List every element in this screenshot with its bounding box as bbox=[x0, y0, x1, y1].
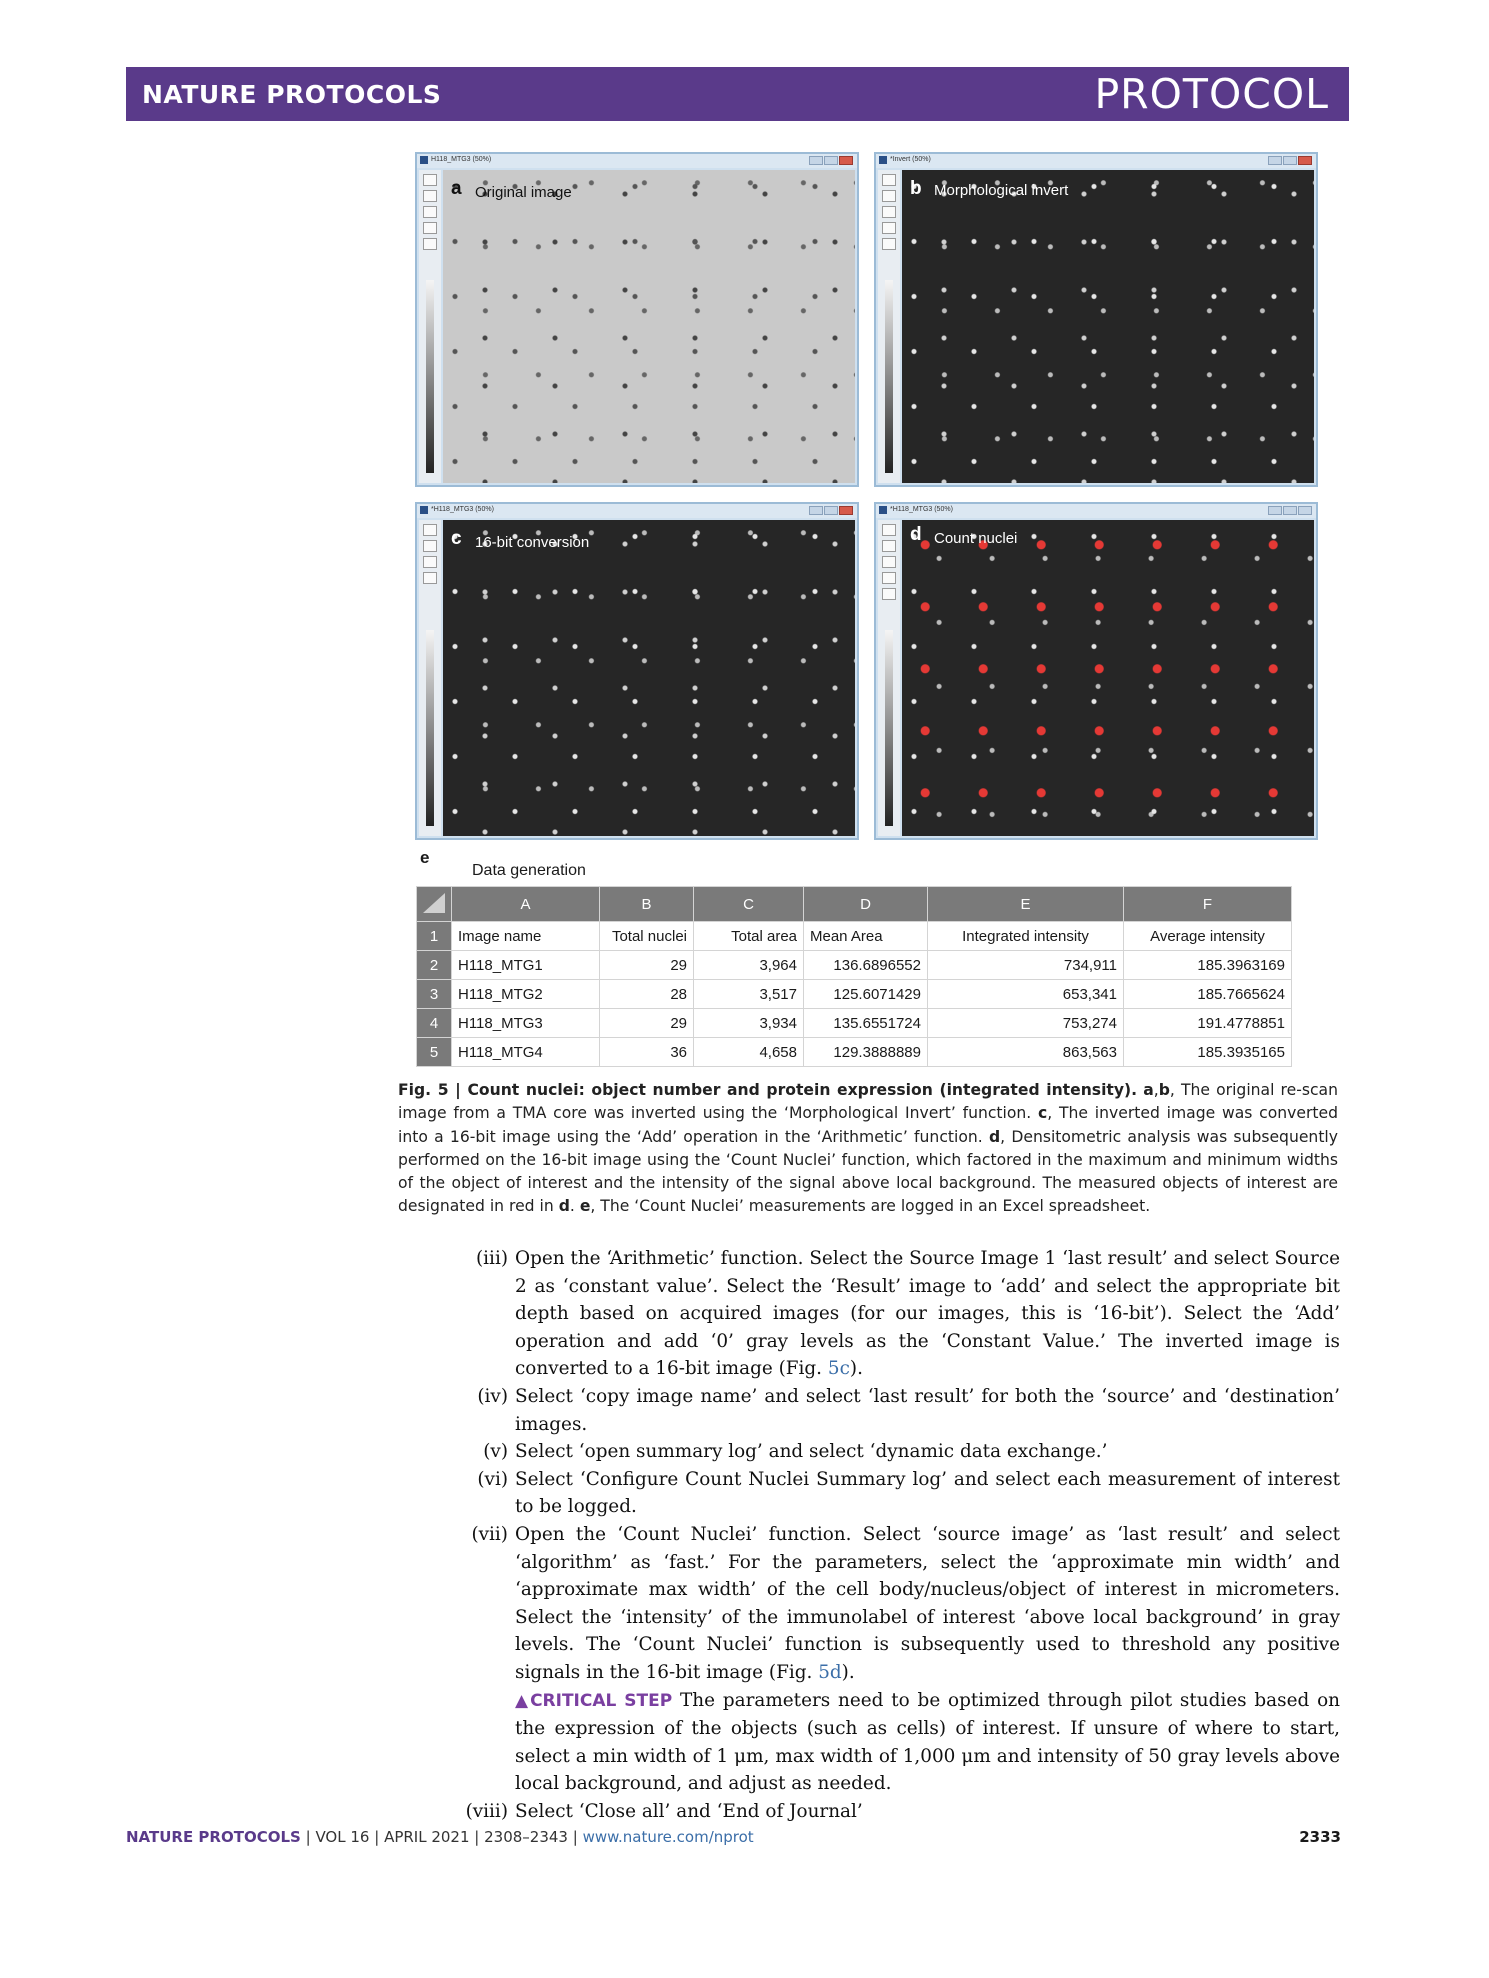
caption-panel-ref: e bbox=[579, 1197, 591, 1216]
journal-name: NATURE PROTOCOLS bbox=[142, 80, 442, 109]
palette-icon[interactable] bbox=[882, 572, 896, 584]
pan-icon[interactable] bbox=[882, 190, 896, 202]
corner-triangle-icon bbox=[417, 887, 451, 917]
step-number: (viii) bbox=[465, 1800, 508, 1822]
step-text: Open the ‘Count Nuclei’ function. Select ‘source image’ as ‘last result’ and select ‘algorithm’ as ‘fast.’ For the parameters, select the ‘approximate min width’ and ‘approximate max width’ of the cell body/nucleus/object of interest in micrometers. Select the ‘intensity’ of the immunolabel of interest ‘above local background’ in gray levels. The ‘Count Nuclei’ function is subsequently used to threshold any positive signals in the 16-bit image (Fig. bbox=[515, 1523, 1340, 1683]
minimize-icon[interactable] bbox=[1268, 156, 1282, 165]
figure-caption: Fig. 5 | Count nuclei: object number and protein expression (integrated intensity). a,b, The original re-scan image from a TMA core was inverted using the ‘Morphological Invert’ function. c, The inverted image was converted into a 16-bit image using the ‘Add’ operation in the ‘Arithmetic’ function. d, Densitometric analysis was subsequently performed on the 16-bit image using the ‘Count Nuclei’ function, which factored in the maximum and minimum widths of the object of interest and the intensity of the signal above local background. The measured objects of interest are designated in red in d. e, The ‘Count Nuclei’ measurements are logged in an Excel spreadsheet. bbox=[398, 1081, 1339, 1216]
panel-letter: b bbox=[910, 178, 922, 199]
table-cell[interactable]: 191.4778851 bbox=[1124, 1009, 1292, 1038]
row-number[interactable]: 1 bbox=[417, 922, 452, 951]
color-wheel-icon[interactable] bbox=[423, 206, 437, 218]
step-text: Open the ‘Arithmetic’ function. Select the Source Image 1 ‘last result’ and select Source 2 as ‘constant value’. Select the ‘Result’ image to ‘add’ and select the appropriate bit depth based on acquired images (for our images, this is ‘16-bit’). Select the ‘Add’ operation and add ‘0’ gray levels as the ‘Constant Value.’ The inverted image is converted to a 16-bit image (Fig. bbox=[515, 1248, 1340, 1380]
journal-header-bar bbox=[126, 67, 1349, 121]
table-cell[interactable]: Total nuclei bbox=[600, 922, 694, 951]
footer-url-link[interactable]: www.nature.com/nprot bbox=[582, 1828, 754, 1846]
footer-sep: | bbox=[300, 1828, 316, 1846]
table-cell[interactable]: 185.3935165 bbox=[1124, 1038, 1292, 1067]
panel-letter: a bbox=[451, 178, 462, 199]
table-row bbox=[417, 951, 1292, 980]
step-number: (iii) bbox=[476, 1248, 508, 1269]
contrast-icon[interactable] bbox=[882, 222, 896, 234]
step-text: Select ‘Close all’ and ‘End of Journal’ bbox=[515, 1800, 863, 1822]
footer-journal: NATURE PROTOCOLS bbox=[126, 1828, 301, 1846]
table-cell[interactable]: 29 bbox=[600, 1009, 694, 1038]
critical-step-text: The parameters need to be optimized through pilot studies based on the expression of the objects (such as cells) of interest. If unsure of where to start, select a min width of 1 μm, max width of 1,000 μm and intensity of 50 gray levels above local background, and adjust as needed. bbox=[515, 1689, 1341, 1795]
page-number: 2333 bbox=[1299, 1828, 1341, 1846]
figure-ref-link[interactable]: 5c bbox=[827, 1358, 850, 1380]
panel-a-window bbox=[415, 152, 859, 487]
palette-icon[interactable] bbox=[423, 238, 437, 250]
table-cell[interactable]: 36 bbox=[600, 1038, 694, 1067]
step-viii bbox=[460, 1798, 1340, 1826]
step-text: Select ‘copy image name’ and select ‘last result’ for both the ‘source’ and ‘destination’ images. bbox=[515, 1385, 1340, 1435]
color-wheel-icon[interactable] bbox=[882, 556, 896, 568]
table-cell[interactable]: 129.3888889 bbox=[804, 1038, 928, 1067]
table-row bbox=[417, 1009, 1292, 1038]
step-iv bbox=[460, 1383, 1340, 1438]
table-row bbox=[417, 922, 1292, 951]
step-number: (vii) bbox=[471, 1523, 508, 1545]
caption-text: , Densitometric analysis was subsequently performed on the 16-bit image using the ‘Count Nuclei’ function, which factored in the maximum and minimum widths of the object of interest and the intensity of the signal above local background. The measured objects of interest are designated in red in bbox=[398, 1127, 1338, 1216]
maximize-icon[interactable] bbox=[824, 506, 838, 515]
row-number[interactable]: 2 bbox=[417, 951, 452, 980]
column-header[interactable]: F bbox=[1124, 887, 1292, 922]
row-number[interactable]: 4 bbox=[417, 1009, 452, 1038]
panel-label: Original image bbox=[475, 184, 572, 201]
table-cell[interactable]: 136.6896552 bbox=[804, 951, 928, 980]
table-cell[interactable]: H118_MTG4 bbox=[452, 1038, 600, 1067]
column-header[interactable]: C bbox=[694, 887, 804, 922]
row-number[interactable]: 3 bbox=[417, 980, 452, 1009]
table-cell[interactable]: H118_MTG2 bbox=[452, 980, 600, 1009]
contrast-icon[interactable] bbox=[423, 222, 437, 234]
caption-panel-ref: b bbox=[1158, 1081, 1170, 1099]
tissue-image-counted bbox=[902, 520, 1314, 836]
table-cell[interactable]: 135.6551724 bbox=[804, 1009, 928, 1038]
column-header[interactable]: A bbox=[452, 887, 600, 922]
footer-sep: | bbox=[369, 1828, 385, 1846]
color-wheel-icon[interactable] bbox=[423, 540, 437, 552]
panel-b-window bbox=[874, 152, 1318, 487]
step-text-end: ). bbox=[849, 1358, 863, 1380]
table-row bbox=[417, 980, 1292, 1009]
caption-text: . bbox=[569, 1197, 580, 1216]
palette-icon[interactable] bbox=[423, 556, 437, 568]
window-title: *Invert (50%) bbox=[890, 156, 931, 163]
minimize-icon[interactable] bbox=[809, 156, 823, 165]
step-vii bbox=[460, 1521, 1340, 1798]
step-text-end: ). bbox=[841, 1661, 855, 1683]
step-text: Select ‘open summary log’ and select ‘dynamic data exchange.’ bbox=[515, 1441, 1108, 1463]
panel-d-window bbox=[874, 502, 1318, 840]
intensity-slider[interactable] bbox=[885, 280, 893, 473]
window-title: H118_MTG3 (50%) bbox=[431, 156, 492, 163]
maximize-icon[interactable] bbox=[1283, 506, 1297, 515]
minimize-icon[interactable] bbox=[1268, 506, 1282, 515]
panel-letter: d bbox=[910, 524, 922, 545]
window-titlebar[interactable] bbox=[417, 504, 857, 518]
zoom-icon[interactable] bbox=[882, 174, 896, 186]
table-cell[interactable]: 185.7665624 bbox=[1124, 980, 1292, 1009]
table-cell[interactable]: Integrated intensity bbox=[928, 922, 1124, 951]
close-icon[interactable] bbox=[1298, 156, 1312, 165]
maximize-icon[interactable] bbox=[824, 156, 838, 165]
count-tool-icon[interactable] bbox=[423, 572, 437, 584]
color-wheel-icon[interactable] bbox=[882, 206, 896, 218]
zoom-icon[interactable] bbox=[882, 524, 896, 536]
caption-panel-ref: d bbox=[558, 1197, 570, 1216]
step-number: (iv) bbox=[477, 1385, 508, 1407]
step-v bbox=[460, 1438, 1340, 1466]
table-cell[interactable]: 3,964 bbox=[694, 951, 804, 980]
table-cell[interactable]: 29 bbox=[600, 951, 694, 980]
lightbulb-icon[interactable] bbox=[882, 540, 896, 552]
table-row bbox=[417, 1038, 1292, 1067]
figure-ref-link[interactable]: 5d bbox=[818, 1661, 842, 1683]
select-all-corner[interactable] bbox=[417, 887, 452, 922]
footer-date: APRIL 2021 bbox=[384, 1828, 470, 1846]
table-cell[interactable]: Total area bbox=[694, 922, 804, 951]
caption-text: , The inverted image was converted into a 16-bit image using the ‘Add’ operation in the ‘Arithmetic’ function. bbox=[398, 1104, 1339, 1146]
zoom-icon[interactable] bbox=[423, 524, 437, 536]
caption-panel-ref: d bbox=[988, 1127, 1001, 1146]
panel-label: 16-bit conversion bbox=[475, 534, 590, 551]
critical-step-label: ▲CRITICAL STEP bbox=[515, 1690, 673, 1711]
close-icon[interactable] bbox=[1298, 506, 1312, 515]
app-icon bbox=[879, 156, 887, 164]
caption-lead: Fig. 5 | Count nuclei: object number and protein expression (integrated intensity). bbox=[398, 1081, 1138, 1099]
table-cell[interactable]: 3,934 bbox=[694, 1009, 804, 1038]
table-cell[interactable]: 4,658 bbox=[694, 1038, 804, 1067]
tissue-image-inverted bbox=[902, 170, 1314, 483]
panel-label: Morphological invert bbox=[934, 182, 1069, 199]
column-header[interactable]: E bbox=[928, 887, 1124, 922]
caption-panel-ref: a bbox=[1143, 1081, 1154, 1099]
footer-volume: VOL 16 bbox=[315, 1828, 370, 1846]
tissue-image-original bbox=[443, 170, 855, 483]
image-toolbar bbox=[419, 170, 441, 483]
row-number[interactable]: 5 bbox=[417, 1038, 452, 1067]
panel-letter: c bbox=[451, 528, 462, 549]
zoom-icon[interactable] bbox=[423, 174, 437, 186]
table-cell[interactable]: 125.6071429 bbox=[804, 980, 928, 1009]
step-vi bbox=[460, 1466, 1340, 1521]
close-icon[interactable] bbox=[839, 506, 853, 515]
app-icon bbox=[879, 506, 887, 514]
window-title: *H118_MTG3 (50%) bbox=[431, 506, 494, 513]
maximize-icon[interactable] bbox=[1283, 156, 1297, 165]
count-tool-icon[interactable] bbox=[882, 588, 896, 600]
footer-sep: | bbox=[469, 1828, 485, 1846]
caption-text: , The original re-scan image from a TMA core was inverted using the ‘Morphological Invert’ function. bbox=[398, 1081, 1338, 1123]
window-titlebar[interactable] bbox=[876, 154, 1316, 168]
window-titlebar[interactable] bbox=[876, 504, 1316, 518]
table-cell[interactable]: 863,563 bbox=[928, 1038, 1124, 1067]
intensity-slider[interactable] bbox=[885, 630, 893, 826]
image-toolbar bbox=[878, 170, 900, 483]
table-cell[interactable]: 734,911 bbox=[928, 951, 1124, 980]
step-number: (vi) bbox=[477, 1468, 508, 1490]
panel-e-title: Data generation bbox=[472, 862, 586, 879]
tissue-image-16bit bbox=[443, 520, 855, 836]
step-iii bbox=[460, 1245, 1340, 1383]
table-cell[interactable]: 185.3963169 bbox=[1124, 951, 1292, 980]
caption-panel-ref: c bbox=[1038, 1104, 1048, 1123]
table-cell[interactable]: H118_MTG3 bbox=[452, 1009, 600, 1038]
article-type: PROTOCOL bbox=[1094, 70, 1329, 118]
panel-e-letter: e bbox=[420, 848, 430, 867]
table-cell[interactable]: 3,517 bbox=[694, 980, 804, 1009]
table-cell[interactable]: Average intensity bbox=[1124, 922, 1292, 951]
window-titlebar[interactable] bbox=[417, 154, 857, 168]
footer-sep: | bbox=[567, 1828, 583, 1846]
app-icon bbox=[420, 506, 428, 514]
procedure-steps bbox=[460, 1245, 1340, 1825]
table-cell[interactable]: H118_MTG1 bbox=[452, 951, 600, 980]
image-toolbar bbox=[878, 520, 900, 836]
table-cell[interactable]: 28 bbox=[600, 980, 694, 1009]
panel-label: Count nuclei bbox=[934, 530, 1018, 547]
close-icon[interactable] bbox=[839, 156, 853, 165]
table-cell[interactable]: 753,274 bbox=[928, 1009, 1124, 1038]
palette-icon[interactable] bbox=[882, 238, 896, 250]
intensity-slider[interactable] bbox=[426, 280, 434, 473]
column-header[interactable]: B bbox=[600, 887, 694, 922]
column-header[interactable]: D bbox=[804, 887, 928, 922]
window-title: *H118_MTG3 (50%) bbox=[890, 506, 953, 513]
table-cell[interactable]: Mean Area bbox=[804, 922, 928, 951]
step-text: Select ‘Configure Count Nuclei Summary log’ and select each measurement of interest to be logged. bbox=[515, 1468, 1340, 1518]
table-cell[interactable]: Image name bbox=[452, 922, 600, 951]
app-icon bbox=[420, 156, 428, 164]
footer-pages: 2308–2343 bbox=[484, 1828, 568, 1846]
minimize-icon[interactable] bbox=[809, 506, 823, 515]
spreadsheet-table bbox=[416, 886, 1292, 1067]
image-toolbar bbox=[419, 520, 441, 836]
table-cell[interactable]: 653,341 bbox=[928, 980, 1124, 1009]
pan-icon[interactable] bbox=[423, 190, 437, 202]
panel-c-window bbox=[415, 502, 859, 840]
intensity-slider[interactable] bbox=[426, 630, 434, 826]
page-footer bbox=[126, 1828, 754, 1846]
step-number: (v) bbox=[483, 1441, 508, 1463]
caption-text: , The ‘Count Nuclei’ measurements are logged in an Excel spreadsheet. bbox=[590, 1197, 1151, 1216]
